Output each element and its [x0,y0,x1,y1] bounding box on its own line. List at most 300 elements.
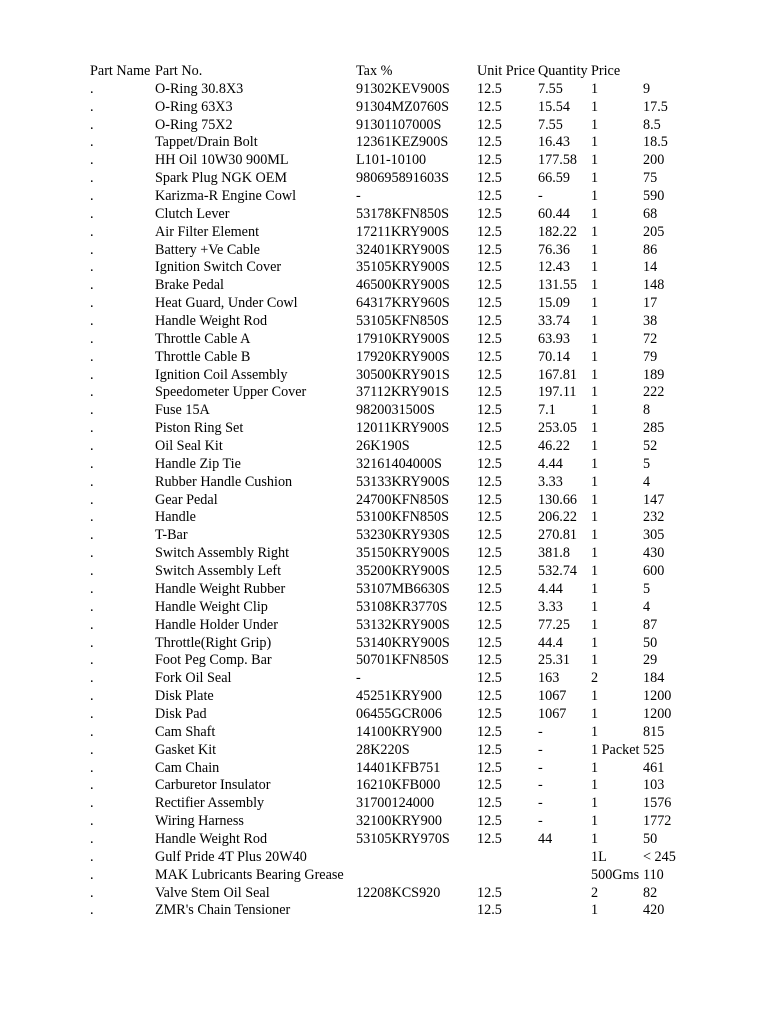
price-cell: 110 [643,866,664,883]
table-row [0,152,768,170]
tax-cell: 12.5 [477,902,502,919]
tax-cell: 12.5 [477,777,502,794]
unit-price-cell: 66.59 [538,170,570,187]
table-row [0,599,768,617]
row-bullet: . [90,527,94,544]
price-cell: 815 [643,723,665,740]
unit-price-cell: 253.05 [538,420,578,437]
unit-price-cell: 76.36 [538,241,570,258]
unit-price-cell: 381.8 [538,545,570,562]
unit-price-cell: 63.93 [538,330,570,347]
unit-price-cell: - [538,813,543,830]
part-name-cell: Carburetor Insulator [155,777,271,794]
table-row [0,724,768,742]
price-cell: 189 [643,366,665,383]
quantity-cell: 1 [591,313,599,330]
price-cell: 5 [643,455,651,472]
unit-price-cell: - [538,741,543,758]
price-cell: 1772 [643,813,672,830]
part-name-cell: MAK Lubricants Bearing Grease [155,866,344,883]
part-number-cell: 12208KCS920 [356,884,441,901]
part-number-cell: 26K190S [356,438,410,455]
price-cell: 222 [643,384,665,401]
quantity-cell: 1 [591,384,599,401]
part-name-cell: Battery +Ve Cable [155,241,260,258]
price-cell: 420 [643,902,665,919]
row-bullet: . [90,866,94,883]
quantity-cell: 1 [591,134,599,151]
price-cell: 75 [643,170,658,187]
part-name-cell: Handle Holder Under [155,616,278,633]
price-cell: 430 [643,545,665,562]
unit-price-cell: 7.1 [538,402,556,419]
part-number-cell: 32161404000S [356,455,442,472]
unit-price-cell: - [538,777,543,794]
quantity-cell: 2 [591,884,599,901]
part-number-cell: 35105KRY900S [356,259,450,276]
part-number-cell: 24700KFN850S [356,491,450,508]
quantity-cell: 1 [591,205,599,222]
table-row [0,849,768,867]
price-cell: 148 [643,277,665,294]
table-row [0,384,768,402]
table-row [0,670,768,688]
price-cell: 50 [643,634,658,651]
unit-price-cell: 46.22 [538,438,570,455]
tax-cell: 12.5 [477,134,502,151]
part-name-cell: Fuse 15A [155,402,210,419]
part-number-cell: 53178KFN850S [356,205,450,222]
part-number-cell: 17920KRY900S [356,348,450,365]
unit-price-cell: - [538,723,543,740]
part-name-cell: Brake Pedal [155,277,224,294]
price-cell: 590 [643,188,665,205]
quantity-cell: 1 [591,98,599,115]
part-name-cell: Disk Pad [155,705,207,722]
unit-price-cell: 7.55 [538,116,563,133]
quantity-cell: 1 [591,116,599,133]
row-bullet: . [90,580,94,597]
row-bullet: . [90,170,94,187]
price-cell: 600 [643,563,665,580]
part-number-cell: 46500KRY900S [356,277,450,294]
row-bullet: . [90,384,94,401]
tax-cell: 12.5 [477,384,502,401]
part-number-cell: 53132KRY900S [356,616,450,633]
table-row [0,99,768,117]
table-row [0,831,768,849]
row-bullet: . [90,420,94,437]
price-cell: 14 [643,259,658,276]
header-part-no: Part No. [155,63,203,79]
unit-price-cell: 16.43 [538,134,570,151]
table-row [0,259,768,277]
tax-cell: 12.5 [477,688,502,705]
header-tax: Tax % [356,63,393,79]
part-name-cell: O-Ring 75X2 [155,116,233,133]
part-name-cell: Throttle(Right Grip) [155,634,272,651]
tax-cell: 12.5 [477,152,502,169]
quantity-cell: 1 [591,402,599,419]
part-number-cell: 32401KRY900S [356,241,450,258]
part-number-cell: 9820031500S [356,402,435,419]
tax-cell: 12.5 [477,616,502,633]
part-number-cell: 14401KFB751 [356,759,441,776]
unit-price-cell: 1067 [538,705,567,722]
tax-cell: 12.5 [477,80,502,97]
row-bullet: . [90,848,94,865]
quantity-cell: 1 [591,688,599,705]
table-row [0,117,768,135]
table-row [0,795,768,813]
table-row [0,81,768,99]
tax-cell: 12.5 [477,545,502,562]
tax-cell: 12.5 [477,438,502,455]
quantity-cell: 1 [591,420,599,437]
quantity-cell: 1 [591,634,599,651]
row-bullet: . [90,330,94,347]
unit-price-cell: 206.22 [538,509,578,526]
part-number-cell: 12011KRY900S [356,420,450,437]
part-number-cell: 30500KRY901S [356,366,450,383]
row-bullet: . [90,902,94,919]
part-number-cell: 35200KRY900S [356,563,450,580]
part-name-cell: ZMR's Chain Tensioner [155,902,291,919]
tax-cell: 12.5 [477,598,502,615]
tax-cell: 12.5 [477,277,502,294]
row-bullet: . [90,830,94,847]
part-name-cell: Air Filter Element [155,223,260,240]
row-bullet: . [90,116,94,133]
row-bullet: . [90,313,94,330]
part-number-cell: 45251KRY900 [356,688,442,705]
tax-cell: 12.5 [477,295,502,312]
row-bullet: . [90,152,94,169]
table-row [0,527,768,545]
quantity-cell: 1 [591,438,599,455]
tax-cell: 12.5 [477,259,502,276]
row-bullet: . [90,634,94,651]
quantity-cell: 1 Packet [591,741,640,758]
tax-cell: 12.5 [477,223,502,240]
tax-cell: 12.5 [477,795,502,812]
part-name-cell: Cam Chain [155,759,220,776]
part-name-cell: Ignition Switch Cover [155,259,282,276]
tax-cell: 12.5 [477,652,502,669]
part-name-cell: Handle Weight Rod [155,830,268,847]
part-name-cell: Switch Assembly Left [155,563,282,580]
part-number-cell: 53105KRY970S [356,830,450,847]
row-bullet: . [90,366,94,383]
part-number-cell: - [356,188,361,205]
part-name-cell: Rectifier Assembly [155,795,265,812]
tax-cell: 12.5 [477,670,502,687]
price-cell: 285 [643,420,665,437]
quantity-cell: 1 [591,723,599,740]
quantity-cell: 1 [591,295,599,312]
part-name-cell: Valve Stem Oil Seal [155,884,270,901]
part-name-cell: Rubber Handle Cushion [155,473,293,490]
unit-price-cell: - [538,188,543,205]
price-cell: 86 [643,241,658,258]
tax-cell: 12.5 [477,527,502,544]
price-cell: 4 [643,598,651,615]
part-name-cell: O-Ring 63X3 [155,98,233,115]
row-bullet: . [90,259,94,276]
part-number-cell: 50701KFN850S [356,652,450,669]
header-quantity: Quantity [538,63,588,79]
part-name-cell: Handle Weight Rubber [155,580,286,597]
quantity-cell: 1 [591,330,599,347]
part-name-cell: Piston Ring Set [155,420,244,437]
quantity-cell: 1 [591,241,599,258]
row-bullet: . [90,473,94,490]
unit-price-cell: 3.33 [538,473,563,490]
part-name-cell: Handle [155,509,196,526]
table-row [0,635,768,653]
table-row [0,760,768,778]
unit-price-cell: 7.55 [538,80,563,97]
table-row [0,349,768,367]
quantity-cell: 1 [591,652,599,669]
price-cell: 68 [643,205,658,222]
tax-cell: 12.5 [477,402,502,419]
price-cell: 200 [643,152,665,169]
part-number-cell: 16210KFB000 [356,777,441,794]
tax-cell: 12.5 [477,509,502,526]
table-row [0,867,768,885]
part-number-cell: 17211KRY900S [356,223,450,240]
tax-cell: 12.5 [477,366,502,383]
quantity-cell: 1 [591,259,599,276]
part-name-cell: Handle Zip Tie [155,455,241,472]
part-number-cell: 28K220S [356,741,410,758]
row-bullet: . [90,205,94,222]
price-cell: 1200 [643,705,672,722]
tax-cell: 12.5 [477,491,502,508]
tax-cell: 12.5 [477,759,502,776]
part-name-cell: Disk Plate [155,688,214,705]
tax-cell: 12.5 [477,330,502,347]
tax-cell: 12.5 [477,634,502,651]
unit-price-cell: 167.81 [538,366,578,383]
quantity-cell: 1 [591,830,599,847]
quantity-cell: 2 [591,670,599,687]
quantity-cell: 1 [591,80,599,97]
price-cell: 79 [643,348,658,365]
tax-cell: 12.5 [477,116,502,133]
tax-cell: 12.5 [477,170,502,187]
part-name-cell: Karizma-R Engine Cowl [155,188,297,205]
row-bullet: . [90,777,94,794]
row-bullet: . [90,509,94,526]
unit-price-cell: 15.09 [538,295,570,312]
parts-table [0,63,768,920]
part-name-cell: Throttle Cable A [155,330,251,347]
tax-cell: 12.5 [477,473,502,490]
unit-price-cell: 33.74 [538,313,570,330]
price-cell: 232 [643,509,665,526]
table-row [0,617,768,635]
unit-price-cell: 163 [538,670,560,687]
row-bullet: . [90,741,94,758]
quantity-cell: 1 [591,777,599,794]
unit-price-cell: 44 [538,830,553,847]
part-number-cell: 53108KR3770S [356,598,448,615]
part-name-cell: Fork Oil Seal [155,670,232,687]
price-cell: 9 [643,80,651,97]
quantity-cell: 1 [591,491,599,508]
tax-cell: 12.5 [477,705,502,722]
part-number-cell: 31700124000 [356,795,435,812]
quantity-cell: 1 [591,188,599,205]
header-price: Price [591,63,621,79]
row-bullet: . [90,348,94,365]
part-name-cell: Gasket Kit [155,741,217,758]
unit-price-cell: 177.58 [538,152,578,169]
unit-price-cell: 25.31 [538,652,570,669]
part-number-cell: 06455GCR006 [356,705,442,722]
unit-price-cell: 532.74 [538,563,578,580]
part-name-cell: HH Oil 10W30 900ML [155,152,289,169]
part-name-cell: O-Ring 30.8X3 [155,80,244,97]
row-bullet: . [90,223,94,240]
table-row [0,474,768,492]
tax-cell: 12.5 [477,884,502,901]
row-bullet: . [90,98,94,115]
quantity-cell: 500Gms [591,866,640,883]
unit-price-cell: 130.66 [538,491,578,508]
unit-price-cell: 12.43 [538,259,570,276]
table-row [0,170,768,188]
part-number-cell: 53140KRY900S [356,634,450,651]
quantity-cell: 1 [591,152,599,169]
row-bullet: . [90,563,94,580]
table-row [0,402,768,420]
quantity-cell: 1 [591,527,599,544]
quantity-cell: 1 [591,473,599,490]
part-name-cell: Cam Shaft [155,723,216,740]
row-bullet: . [90,188,94,205]
table-row [0,563,768,581]
row-bullet: . [90,688,94,705]
part-number-cell: 32100KRY900 [356,813,442,830]
table-row [0,367,768,385]
table-row [0,456,768,474]
quantity-cell: 1 [591,455,599,472]
price-cell: 4 [643,473,651,490]
row-bullet: . [90,813,94,830]
price-cell: 72 [643,330,658,347]
price-cell: 147 [643,491,665,508]
part-name-cell: Switch Assembly Right [155,545,290,562]
price-cell: 17.5 [643,98,668,115]
tax-cell: 12.5 [477,420,502,437]
quantity-cell: 1 [591,545,599,562]
price-cell: 205 [643,223,665,240]
table-row [0,134,768,152]
part-number-cell: 91301107000S [356,116,442,133]
part-name-cell: Foot Peg Comp. Bar [155,652,272,669]
unit-price-cell: - [538,759,543,776]
tax-cell: 12.5 [477,830,502,847]
price-cell: 8.5 [643,116,661,133]
table-row [0,492,768,510]
price-cell: 87 [643,616,658,633]
table-row [0,509,768,527]
part-number-cell: 53105KFN850S [356,313,450,330]
unit-price-cell: 60.44 [538,205,570,222]
row-bullet: . [90,723,94,740]
row-bullet: . [90,705,94,722]
price-cell: 8 [643,402,651,419]
unit-price-cell: 3.33 [538,598,563,615]
unit-price-cell: 70.14 [538,348,570,365]
row-bullet: . [90,670,94,687]
row-bullet: . [90,134,94,151]
row-bullet: . [90,759,94,776]
price-cell: 1576 [643,795,672,812]
table-row [0,706,768,724]
table-row [0,777,768,795]
part-name-cell: Gulf Pride 4T Plus 20W40 [155,848,307,865]
row-bullet: . [90,545,94,562]
part-name-cell: Speedometer Upper Cover [155,384,307,401]
part-number-cell: L101-10100 [356,152,427,169]
tax-cell: 12.5 [477,455,502,472]
part-name-cell: T-Bar [155,527,188,544]
part-name-cell: Heat Guard, Under Cowl [155,295,298,312]
tax-cell: 12.5 [477,313,502,330]
part-name-cell: Spark Plug NGK OEM [155,170,288,187]
unit-price-cell: 197.11 [538,384,577,401]
part-name-cell: Handle Weight Clip [155,598,268,615]
price-cell: 184 [643,670,665,687]
part-number-cell: 53100KFN850S [356,509,450,526]
unit-price-cell: 1067 [538,688,567,705]
quantity-cell: 1 [591,759,599,776]
quantity-cell: 1 [591,170,599,187]
table-row [0,545,768,563]
row-bullet: . [90,884,94,901]
row-bullet: . [90,438,94,455]
tax-cell: 12.5 [477,348,502,365]
price-cell: 461 [643,759,665,776]
part-name-cell: Clutch Lever [155,205,230,222]
table-row [0,885,768,903]
table-row [0,295,768,313]
row-bullet: . [90,295,94,312]
table-row [0,688,768,706]
part-number-cell: 53133KRY900S [356,473,450,490]
quantity-cell: 1 [591,223,599,240]
unit-price-cell: - [538,795,543,812]
quantity-cell: 1 [591,277,599,294]
row-bullet: . [90,241,94,258]
part-name-cell: Throttle Cable B [155,348,251,365]
unit-price-cell: 4.44 [538,580,563,597]
price-cell: 103 [643,777,665,794]
row-bullet: . [90,652,94,669]
price-cell: 50 [643,830,658,847]
tax-cell: 12.5 [477,241,502,258]
part-name-cell: Oil Seal Kit [155,438,223,455]
row-bullet: . [90,598,94,615]
quantity-cell: 1 [591,902,599,919]
row-bullet: . [90,455,94,472]
table-row [0,331,768,349]
row-bullet: . [90,616,94,633]
